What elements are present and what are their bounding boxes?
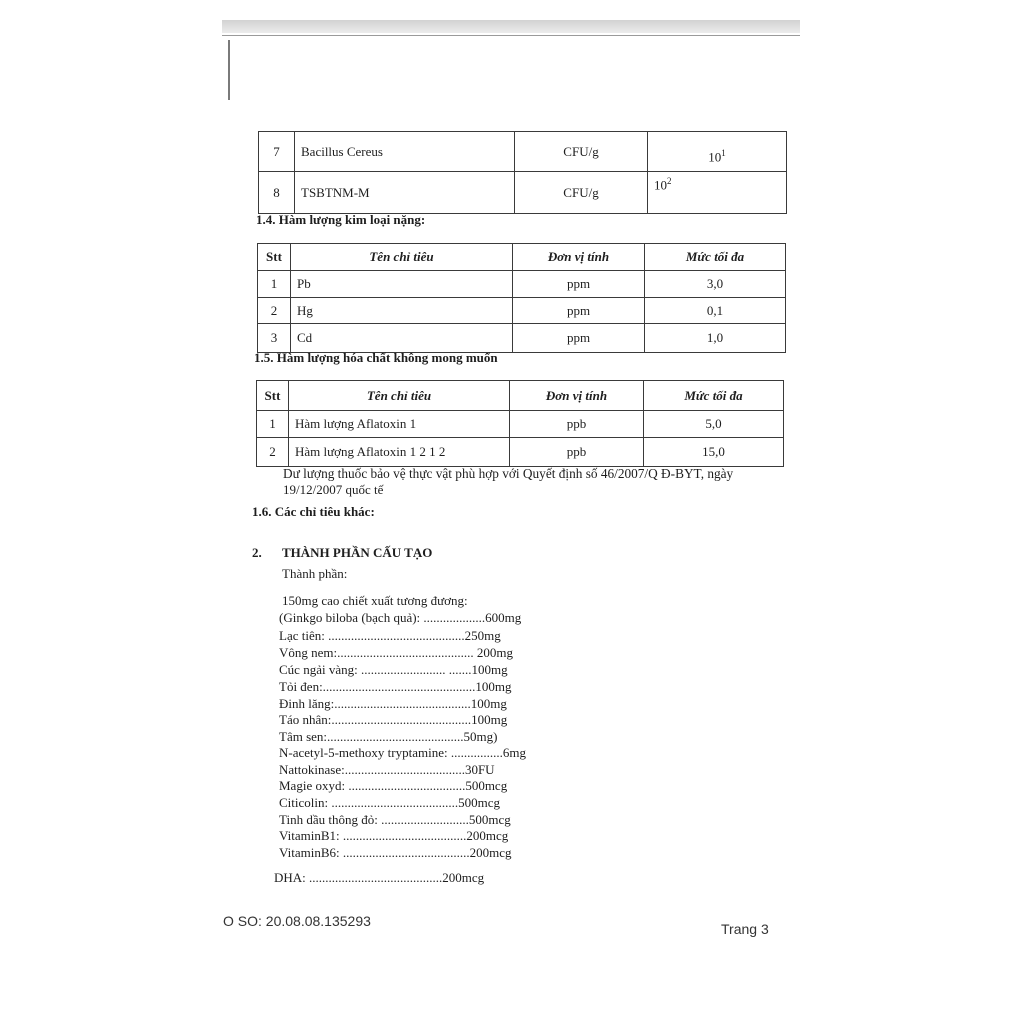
limit-exponent: 1 <box>721 147 726 158</box>
header-limit: Mức tối đa <box>644 381 784 411</box>
row-limit: 1,0 <box>645 324 786 353</box>
header-unit: Đơn vị tính <box>513 244 645 271</box>
ingredient-line: Vông nem:.......................................... 200mg <box>279 645 513 660</box>
ingredient-line: Đinh lăng:..........................................100mg <box>279 696 507 711</box>
ingredient-line: N-acetyl-5-methoxy tryptamine: ................6mg <box>279 745 526 760</box>
row-limit <box>648 172 787 214</box>
table-row <box>258 324 786 353</box>
row-stt: 7 <box>259 132 295 172</box>
header-name: Tên chỉ tiêu <box>289 381 510 411</box>
page-number: Trang 3 <box>721 921 769 937</box>
microbiology-table <box>258 131 787 214</box>
row-name: Hg <box>291 298 513 324</box>
row-unit: ppm <box>513 324 645 353</box>
limit-base: 10 <box>708 149 722 165</box>
table-header-row <box>257 381 784 411</box>
ingredient-line: (Ginkgo biloba (bạch quả): ...................600mg <box>279 610 522 625</box>
composition-subtitle: Thành phần: <box>282 566 348 581</box>
row-limit: 15,0 <box>644 438 784 467</box>
scan-top-line <box>222 35 800 36</box>
row-unit: ppb <box>510 411 644 438</box>
row-stt: 8 <box>259 172 295 214</box>
table-row <box>259 172 787 214</box>
row-stt: 2 <box>257 438 289 467</box>
table-row <box>258 271 786 298</box>
section-2-number: 2. <box>252 545 262 560</box>
header-name: Tên chỉ tiêu <box>291 244 513 271</box>
ingredient-line: Cúc ngải vàng: .......................... .......100mg <box>279 662 508 677</box>
row-stt: 3 <box>258 324 291 353</box>
table-row <box>258 298 786 324</box>
ingredient-line: Nattokinase:.....................................30FU <box>279 762 495 777</box>
section-2-title: THÀNH PHẦN CẤU TẠO <box>282 545 433 560</box>
row-stt: 1 <box>257 411 289 438</box>
ingredient-line: VitaminB6: .......................................200mcg <box>279 845 512 860</box>
header-stt: Stt <box>257 381 289 411</box>
section-1-4-heading: 1.4. Hàm lượng kim loại nặng: <box>256 212 426 227</box>
row-name: Cd <box>291 324 513 353</box>
row-unit: ppb <box>510 438 644 467</box>
ingredient-line: Lạc tiên: ..........................................250mg <box>279 628 501 643</box>
row-name: TSBTNM-M <box>295 172 515 214</box>
pesticide-note-line-1: Dư lượng thuốc bảo vệ thực vật phù hợp với Quyết định số 46/2007/Q Đ-BYT, ngày <box>283 466 734 481</box>
ingredient-line: DHA: .........................................200mcg <box>274 870 485 885</box>
ingredient-line: Citicolin: .......................................500mcg <box>279 795 500 810</box>
row-name: Pb <box>291 271 513 298</box>
limit-base: 10 <box>654 177 667 193</box>
heavy-metals-table <box>257 243 786 353</box>
row-limit <box>648 132 787 172</box>
row-stt: 2 <box>258 298 291 324</box>
ingredient-line: Tinh dầu thông đỏ: ...........................500mcg <box>279 812 511 827</box>
ingredient-line: Táo nhân:...........................................100mg <box>279 712 508 727</box>
header-unit: Đơn vị tính <box>510 381 644 411</box>
limit-exponent: 2 <box>667 176 672 186</box>
row-name: Hàm lượng Aflatoxin 1 <box>289 411 510 438</box>
pesticide-note-line-2: 19/12/2007 quốc tế <box>283 482 384 497</box>
ingredient-line: VitaminB1: ......................................200mcg <box>279 828 509 843</box>
scan-top-edge <box>222 20 800 33</box>
row-unit: ppm <box>513 298 645 324</box>
scan-left-mark <box>228 40 230 100</box>
row-unit: ppm <box>513 271 645 298</box>
row-stt: 1 <box>258 271 291 298</box>
row-limit: 0,1 <box>645 298 786 324</box>
undesirable-chemicals-table <box>256 380 784 467</box>
table-row <box>259 132 787 172</box>
row-unit: CFU/g <box>515 172 648 214</box>
row-name: Hàm lượng Aflatoxin 1 2 1 2 <box>289 438 510 467</box>
ingredient-line: Tỏi đen:...............................................100mg <box>279 679 512 694</box>
section-1-5-heading: 1.5. Hàm lượng hóa chất không mong muốn <box>254 350 498 365</box>
table-header-row <box>258 244 786 271</box>
ingredient-line: 150mg cao chiết xuất tương đương: <box>282 593 468 608</box>
section-1-6-heading: 1.6. Các chỉ tiêu khác: <box>252 504 375 519</box>
table-row <box>257 438 784 467</box>
ingredient-line: Magie oxyd: ....................................500mcg <box>279 778 508 793</box>
row-name: Bacillus Cereus <box>295 132 515 172</box>
ingredient-line: Tâm sen:..........................................50mg) <box>279 729 498 744</box>
row-limit: 5,0 <box>644 411 784 438</box>
table-row <box>257 411 784 438</box>
header-stt: Stt <box>258 244 291 271</box>
row-limit: 3,0 <box>645 271 786 298</box>
header-limit: Mức tối đa <box>645 244 786 271</box>
document-code: O SO: 20.08.08.135293 <box>223 913 371 929</box>
row-unit: CFU/g <box>515 132 648 172</box>
